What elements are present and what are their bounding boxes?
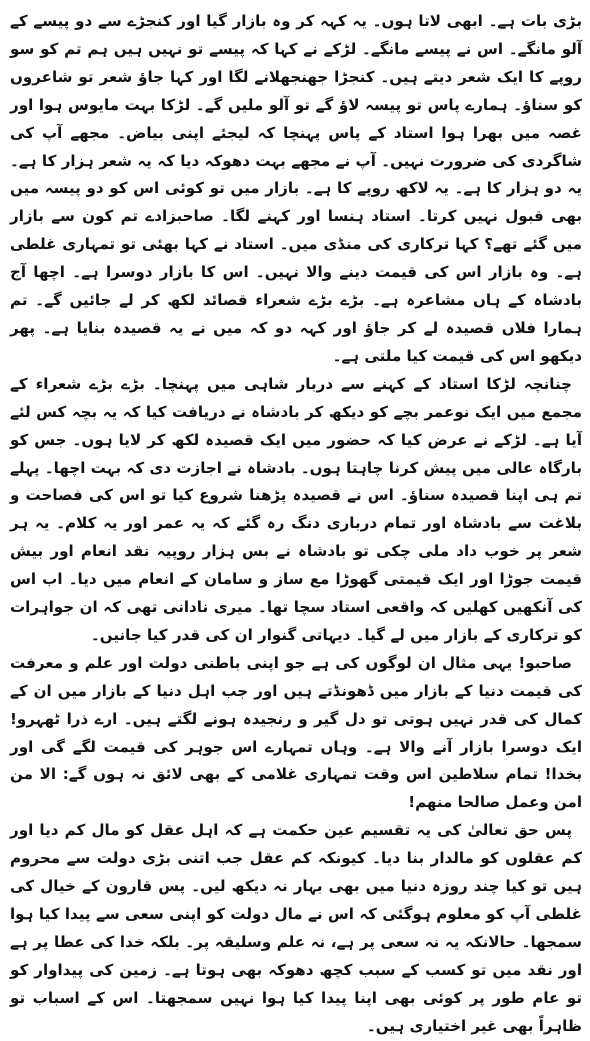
paragraph-royal-court: چنانچہ لڑکا استاد کے کہنے سے دربار شاہی میں پہنچا۔ بڑے بڑے شعراء کے مجمع میں ایک نوعمر بچے کو دیکھ کر بادشاہ نے دریافت کیا کہ یہ بچہ کس لئے آیا ہے۔ لڑکے نے عرض کیا کہ حضور میں ایک قصیدہ لکھ کر لایا ہوں۔ جس کو بارگاہ عالی میں پیش کرنا چاہتا ہوں۔ بادشاہ نے اجازت دی کہ بہت اچھا۔ پہلے تم ہی اپنا قصیدہ سناؤ۔ اس نے قصیدہ پڑھنا شروع کیا تو اس کی فصاحت و بلاغت سے بادشاہ اور تمام درباری دنگ رہ گئے کہ یہ عمر اور یہ کلام۔ یہ ہر شعر پر خوب داد ملی چکی تو بادشاہ نے بس ہزار روپیہ نقد انعام اور بیش قیمت جوڑا اور ایک قیمتی گھوڑا مع ساز و سامان کے انعام میں دیا۔ اب اس کی آنکھیں کھلیں کہ واقعی استاد سچا تھا۔ میری نادانی تھی کہ ان جواہرات کو ترکاری کے بازار میں لے گیا۔ دیہاتی گنوار ان کی قدر کیا جانیں۔ (10, 374, 582, 644)
paragraph-divine-wisdom: پس حق تعالیٰ کی یہ تقسیم عین حکمت ہے کہ اہل عقل کو مال کم دیا اور کم عقلوں کو مالدار بنا دیا۔ کیونکہ کم عقل جب اتنی بڑی دولت سے محروم ہیں تو کیا چند روزہ دنیا میں بھی بہار نہ دیکھ لیں۔ پس قارون کے خیال کی غلطی آپ کو معلوم ہوگئی کہ اس نے مال دولت کو اپنی سعی سے پیدا کیا ہوا سمجھا۔ حالانکہ یہ نہ سعی پر ہے، نہ علم وسلیقہ پر۔ بلکہ خدا کی عطا پر ہے اور نقد میں تو کسب کے سبب کچھ دھوکہ بھی ہوتا ہے۔ زمین کی پیداوار کو تو عام طور پر کوئی بھی اپنا پیدا کیا ہوا نہیں سمجھتا۔ اس کے اسباب تو ظاہراً بھی غیر اختیاری ہیں۔ (10, 821, 582, 1035)
document-page (10, 8, 582, 1035)
paragraph-parable-vegetable-market: بڑی بات ہے۔ ابھی لاتا ہوں۔ یہ کہہ کر وہ بازار گیا اور کنجڑے سے دو پیسے کے آلو مانگے۔ اس نے پیسے مانگے۔ لڑکے نے کہا کہ پیسے تو نہیں ہیں ہم تم کو سو روپے کا ایک شعر دیتے ہیں۔ کنجڑا جھنجھلانے لگا اور کہا جاؤ شعر تو شاعروں کو سناؤ۔ ہمارے پاس تو پیسہ لاؤ گے تو آلو ملیں گے۔ لڑکا بہت مایوس ہوا اور غصہ میں بھرا ہوا استاد کے پاس پہنچا کہ لیجئے اپنی بیاض۔ مجھے آپ کی شاگردی کی ضرورت نہیں۔ آپ نے مجھے بہت دھوکہ دیا کہ یہ شعر ہزار کا ہے۔ یہ دو ہزار کا ہے۔ یہ لاکھ روپے کا ہے۔ بازار میں تو کوئی اس کو دو پیسہ میں بھی قبول نہیں کرتا۔ استاد ہنسا اور کہنے لگا۔ صاحبزادے تم کون سے بازار میں گئے تھے؟ کہا ترکاری کی منڈی میں۔ استاد نے کہا بھئی تو تمہاری غلطی ہے۔ وہ بازار اس کی قیمت دینے والا نہیں۔ اس کا بازار دوسرا ہے۔ اچھا آج بادشاہ کے ہاں مشاعرہ ہے۔ بڑے بڑے شعراء قصائد لکھ کر لے جائیں گے۔ تم ہمارا فلاں قصیدہ لے کر جاؤ اور کہہ دو کہ میں نے یہ قصیدہ بنایا ہے۔ پھر دیکھو اس کی قیمت کیا ملتی ہے۔ (10, 12, 582, 365)
paragraph-moral: صاحبو! یہی مثال ان لوگوں کی ہے جو اپنی باطنی دولت اور علم و معرفت کی قیمت دنیا کے بازار میں ڈھونڈتے ہیں اور جب اہل دنیا کے بازار میں ان کے کمال کی قدر نہیں ہوتی تو دل گیر و رنجیدہ ہونے لگتے ہیں۔ ارے ذرا ٹھہرو! ایک دوسرا بازار آنے والا ہے۔ وہاں تمہارے اس جوہر کی قیمت لگے گی اور بخدا! تمام سلاطین اس وقت تمہاری غلامی کے بھی لائق نہ ہوں گے: الا من امن وعمل صالحا منھم! (10, 653, 582, 812)
